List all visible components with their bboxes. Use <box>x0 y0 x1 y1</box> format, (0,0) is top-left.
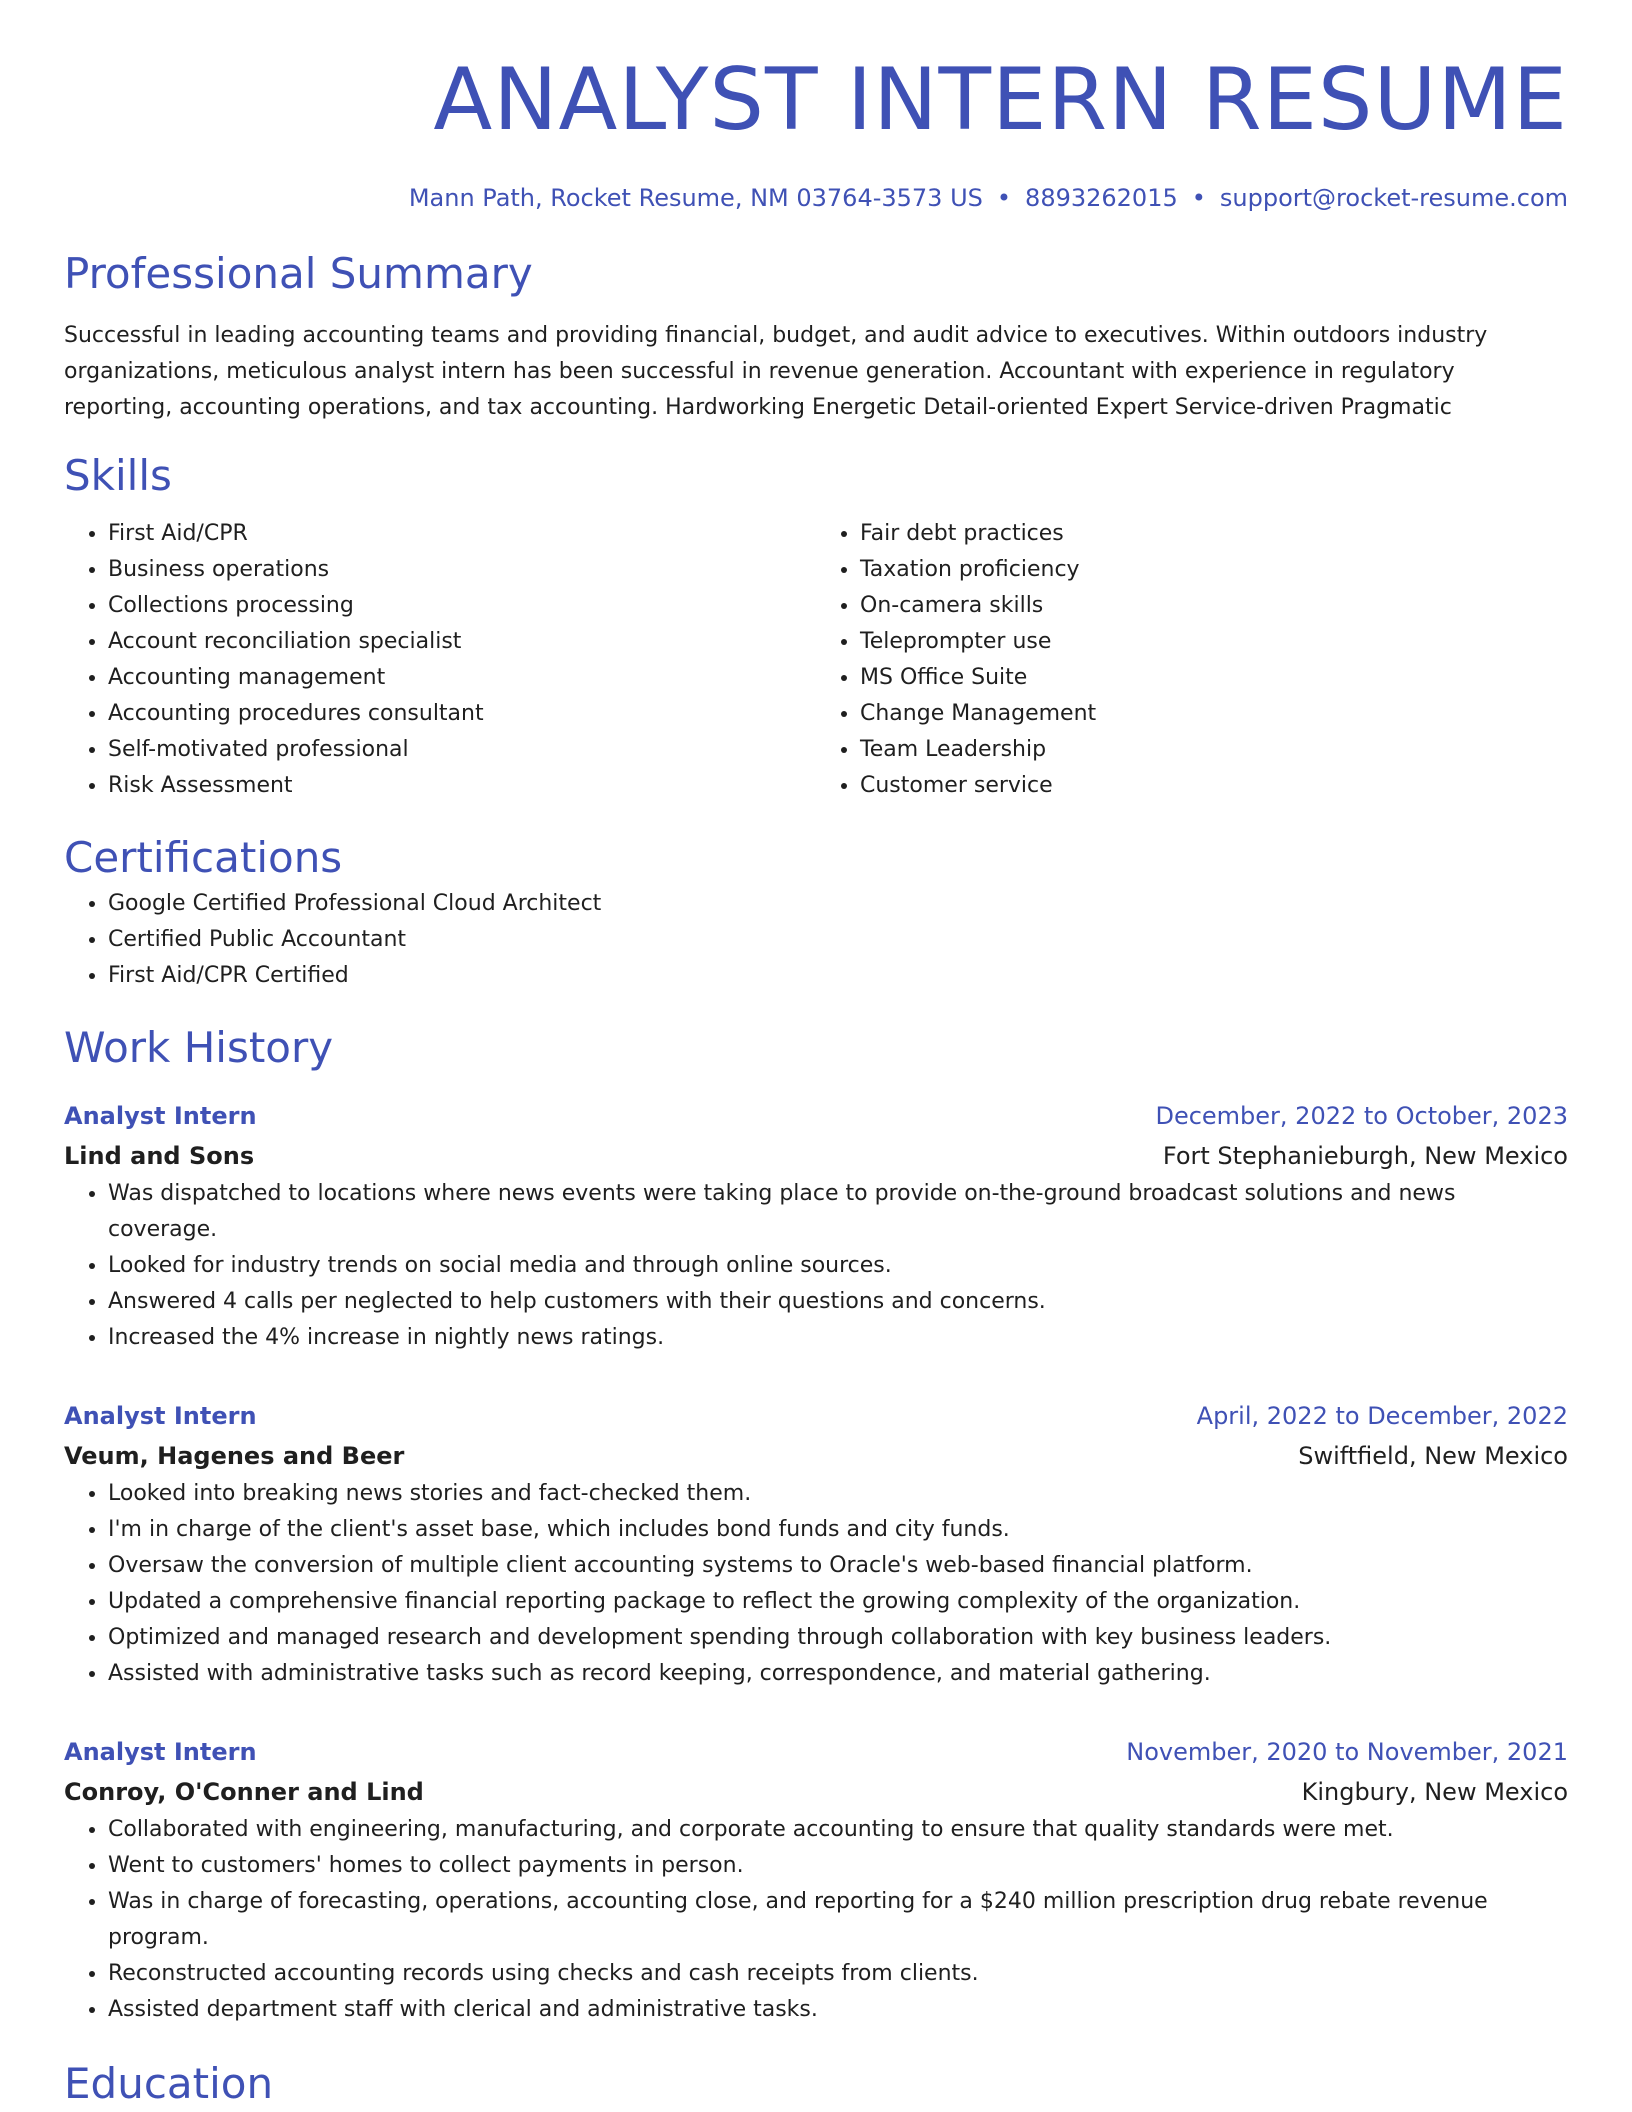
job-entry <box>64 1396 1568 1692</box>
skill-item: • Team Leadership <box>860 732 1568 768</box>
job-bullet: • Looked into breaking news stories and fact-checked them. <box>108 1476 1568 1512</box>
job-header-row <box>64 1096 1568 1136</box>
job-bullet: • Collaborated with engineering, manufacturing, and corporate accounting to ensure that quality standards were met. <box>108 1812 1568 1848</box>
job-entry <box>64 1732 1568 2028</box>
job-bullet: • I'm in charge of the client's asset base, which includes bond funds and city funds. <box>108 1512 1568 1548</box>
job-location: Kingbury, New Mexico <box>1301 1778 1568 1806</box>
job-title: Analyst Intern <box>64 1402 257 1430</box>
job-location: Swiftfield, New Mexico <box>1298 1442 1568 1470</box>
job-bullet: • Reconstructed accounting records using checks and cash receipts from clients. <box>108 1956 1568 1992</box>
skill-item: • First Aid/CPR <box>108 516 816 552</box>
job-bullet: • Was dispatched to locations where news events were taking place to provide on-the-ground broadcast solutions and news coverage. <box>108 1176 1568 1248</box>
skill-item: • Taxation proficiency <box>860 552 1568 588</box>
certification-item: • Certified Public Accountant <box>108 922 1568 958</box>
resume-title: ANALYST INTERN RESUME <box>433 50 1568 150</box>
job-bullet: • Optimized and managed research and development spending through collaboration with key business leaders. <box>108 1620 1568 1656</box>
certifications-heading: Certifications <box>64 833 343 882</box>
certifications-list <box>64 886 1568 994</box>
skill-item: • Risk Assessment <box>108 768 816 804</box>
job-company-row <box>64 1436 1568 1476</box>
job-dates: April, 2022 to December, 2022 <box>1196 1402 1568 1430</box>
contact-separator: • <box>1191 184 1206 212</box>
education-heading: Education <box>64 2059 274 2108</box>
skills-list-left <box>64 516 816 804</box>
job-header-row <box>64 1732 1568 1772</box>
skill-item: • Collections processing <box>108 588 816 624</box>
skill-item: • Teleprompter use <box>860 624 1568 660</box>
job-bullet: • Looked for industry trends on social media and through online sources. <box>108 1248 1568 1284</box>
skill-item: • Change Management <box>860 696 1568 732</box>
job-company: Veum, Hagenes and Beer <box>64 1442 405 1470</box>
job-bullet: • Updated a comprehensive financial reporting package to reflect the growing complexity of the organization. <box>108 1584 1568 1620</box>
job-responsibilities <box>64 1812 1568 2028</box>
contact-email: support@rocket-resume.com <box>1219 184 1568 212</box>
job-responsibilities <box>64 1476 1568 1692</box>
job-bullet: • Was in charge of forecasting, operations, accounting close, and reporting for a $240 million prescription drug rebate revenue program. <box>108 1884 1568 1956</box>
job-bullet: • Answered 4 calls per neglected to help customers with their questions and concerns. <box>108 1284 1568 1320</box>
skill-item: • Customer service <box>860 768 1568 804</box>
job-title: Analyst Intern <box>64 1102 257 1130</box>
skill-item: • Fair debt practices <box>860 516 1568 552</box>
job-bullet: • Went to customers' homes to collect payments in person. <box>108 1848 1568 1884</box>
contact-line <box>64 180 1568 216</box>
job-company-row <box>64 1772 1568 1812</box>
skills-grid <box>64 516 1568 804</box>
skill-item: • Accounting management <box>108 660 816 696</box>
skill-item: • Self-motivated professional <box>108 732 816 768</box>
job-responsibilities <box>64 1176 1568 1356</box>
resume-header <box>64 40 1568 216</box>
job-bullet: • Assisted with administrative tasks such as record keeping, correspondence, and material gathering. <box>108 1656 1568 1692</box>
skills-list-right <box>816 516 1568 804</box>
certification-item: • Google Certified Professional Cloud Architect <box>108 886 1568 922</box>
job-company: Lind and Sons <box>64 1142 255 1170</box>
skill-item: • Accounting procedures consultant <box>108 696 816 732</box>
skill-item: • On-camera skills <box>860 588 1568 624</box>
job-entry <box>64 1096 1568 1356</box>
contact-phone: 8893262015 <box>1025 184 1178 212</box>
job-dates: November, 2020 to November, 2021 <box>1126 1738 1568 1766</box>
contact-address: Mann Path, Rocket Resume, NM 03764-3573 US <box>408 184 983 212</box>
job-company-row <box>64 1136 1568 1176</box>
job-company: Conroy, O'Conner and Lind <box>64 1778 424 1806</box>
job-bullet: • Assisted department staff with clerical and administrative tasks. <box>108 1992 1568 2028</box>
contact-separator: • <box>996 184 1012 212</box>
job-bullet: • Increased the 4% increase in nightly news ratings. <box>108 1320 1568 1356</box>
job-dates: December, 2022 to October, 2023 <box>1155 1102 1568 1130</box>
skill-item: • MS Office Suite <box>860 660 1568 696</box>
summary-text: Successful in leading accounting teams and providing financial, budget, and audit advice to executives. Within outdoors industry organizations, meticulous analyst intern has been successful in revenue generation. Accountant with experience in regulatory reporting, accounting operations, and tax accounting. Hardworking Energetic Detail-oriented Expert Service-driven Pragmatic <box>64 323 1488 420</box>
skills-heading: Skills <box>64 451 172 500</box>
certification-item: • First Aid/CPR Certified <box>108 958 1568 994</box>
job-header-row <box>64 1396 1568 1436</box>
summary-heading: Professional Summary <box>64 249 533 298</box>
skill-item: • Account reconciliation specialist <box>108 624 816 660</box>
skill-item: • Business operations <box>108 552 816 588</box>
job-location: Fort Stephanieburgh, New Mexico <box>1162 1142 1568 1170</box>
work-history-heading: Work History <box>64 1023 334 1072</box>
job-title: Analyst Intern <box>64 1738 257 1766</box>
job-bullet: • Oversaw the conversion of multiple client accounting systems to Oracle's web-based financial platform. <box>108 1548 1568 1584</box>
